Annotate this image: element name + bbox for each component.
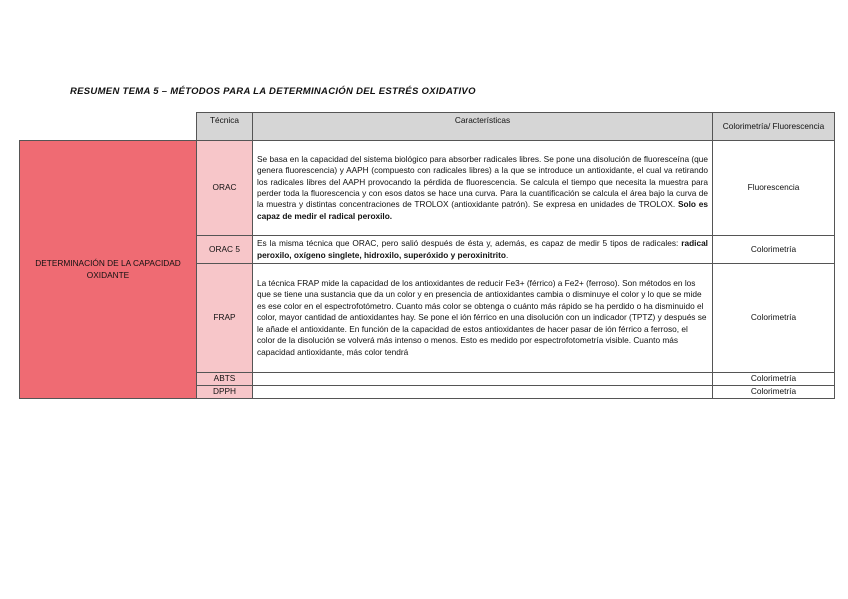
orac-highlight: Solo es capaz de medir el radical peroxilo. xyxy=(257,199,708,221)
metodo-orac: Fluorescencia xyxy=(713,141,835,236)
metodo-dpph: Colorimetría xyxy=(713,386,835,399)
table-row-orac xyxy=(20,141,835,236)
caracteristicas-orac: Se basa en la capacidad del sistema biológico para absorber radicales libres. Se pone una disolución de fluoresceína (que genera fluorescencia) y AAPH (compuesto con radicales libres) a la que se introduce un antioxidante, el cual va retirando los radicales libres del AAPH provocando la pérdida de fluorescencia. Se calcula el tiempo que necesita la muestra para perder toda la fluorescencia y con esos datos se hace una curva. Para la cuantificación se calcula el área bajo la curva de la muestra y distintas concentraciones de TROLOX (antioxidante patrón). Se expresa en unidades de TROLOX. Solo es capaz de medir el radical peroxilo. xyxy=(253,141,713,236)
document-title: RESUMEN TEMA 5 – MÉTODOS PARA LA DETERMINACIÓN DEL ESTRÉS OXIDATIVO xyxy=(70,86,476,97)
summary-table xyxy=(19,112,835,399)
tecnica-frap: FRAP xyxy=(197,264,253,373)
caracteristicas-abts xyxy=(253,373,713,386)
header-metodo: Colorimetría/ Fluorescencia xyxy=(713,113,835,141)
header-caracteristicas: Características xyxy=(253,113,713,141)
metodo-orac5: Colorimetría xyxy=(713,236,835,264)
caracteristicas-orac5: Es la misma técnica que ORAC, pero salió después de ésta y, además, es capaz de medir 5 tipos de radicales: radical peroxilo, oxígeno singlete, hidroxilo, superóxido y peroxinitrito. xyxy=(253,236,713,264)
caracteristicas-dpph xyxy=(253,386,713,399)
header-tecnica: Técnica xyxy=(197,113,253,141)
caracteristicas-frap: La técnica FRAP mide la capacidad de los antioxidantes de reducir Fe3+ (férrico) a Fe2+ (ferroso). Son métodos en los que se tiene una sustancia que da un color y en presencia de antioxidantes cambia o disminuye el color y lo que se mide es ese color en el espectrofotómetro. Cuanto más color se obtenga o cuánto más rápido se ha perdido o ha disminuido el color, mayor cantidad de antioxidantes hay. Se pone el ión férrico en una disolución con un indicador (TPTZ) y después se le añade el antioxidante. En función de la capacidad de estos antioxidantes de hacer pasar de ión férrico a ferroso, el color de la disolución se volverá más intenso o menos. Esto es medido por espectrofotometría visible. Cuanto más capacidad antioxidante, más color tendrá xyxy=(253,264,713,373)
header-row xyxy=(20,113,835,141)
group-label-cell: DETERMINACIÓN DE LA CAPACIDAD OXIDANTE xyxy=(20,141,197,399)
metodo-abts: Colorimetría xyxy=(713,373,835,386)
metodo-frap: Colorimetría xyxy=(713,264,835,373)
tecnica-orac: ORAC xyxy=(197,141,253,236)
orac5-highlight: radical peroxilo, oxígeno singlete, hidroxilo, superóxido y peroxinitrito xyxy=(257,238,708,260)
tecnica-abts: ABTS xyxy=(197,373,253,386)
tecnica-orac5: ORAC 5 xyxy=(197,236,253,264)
empty-corner-cell xyxy=(20,113,197,141)
tecnica-dpph: DPPH xyxy=(197,386,253,399)
